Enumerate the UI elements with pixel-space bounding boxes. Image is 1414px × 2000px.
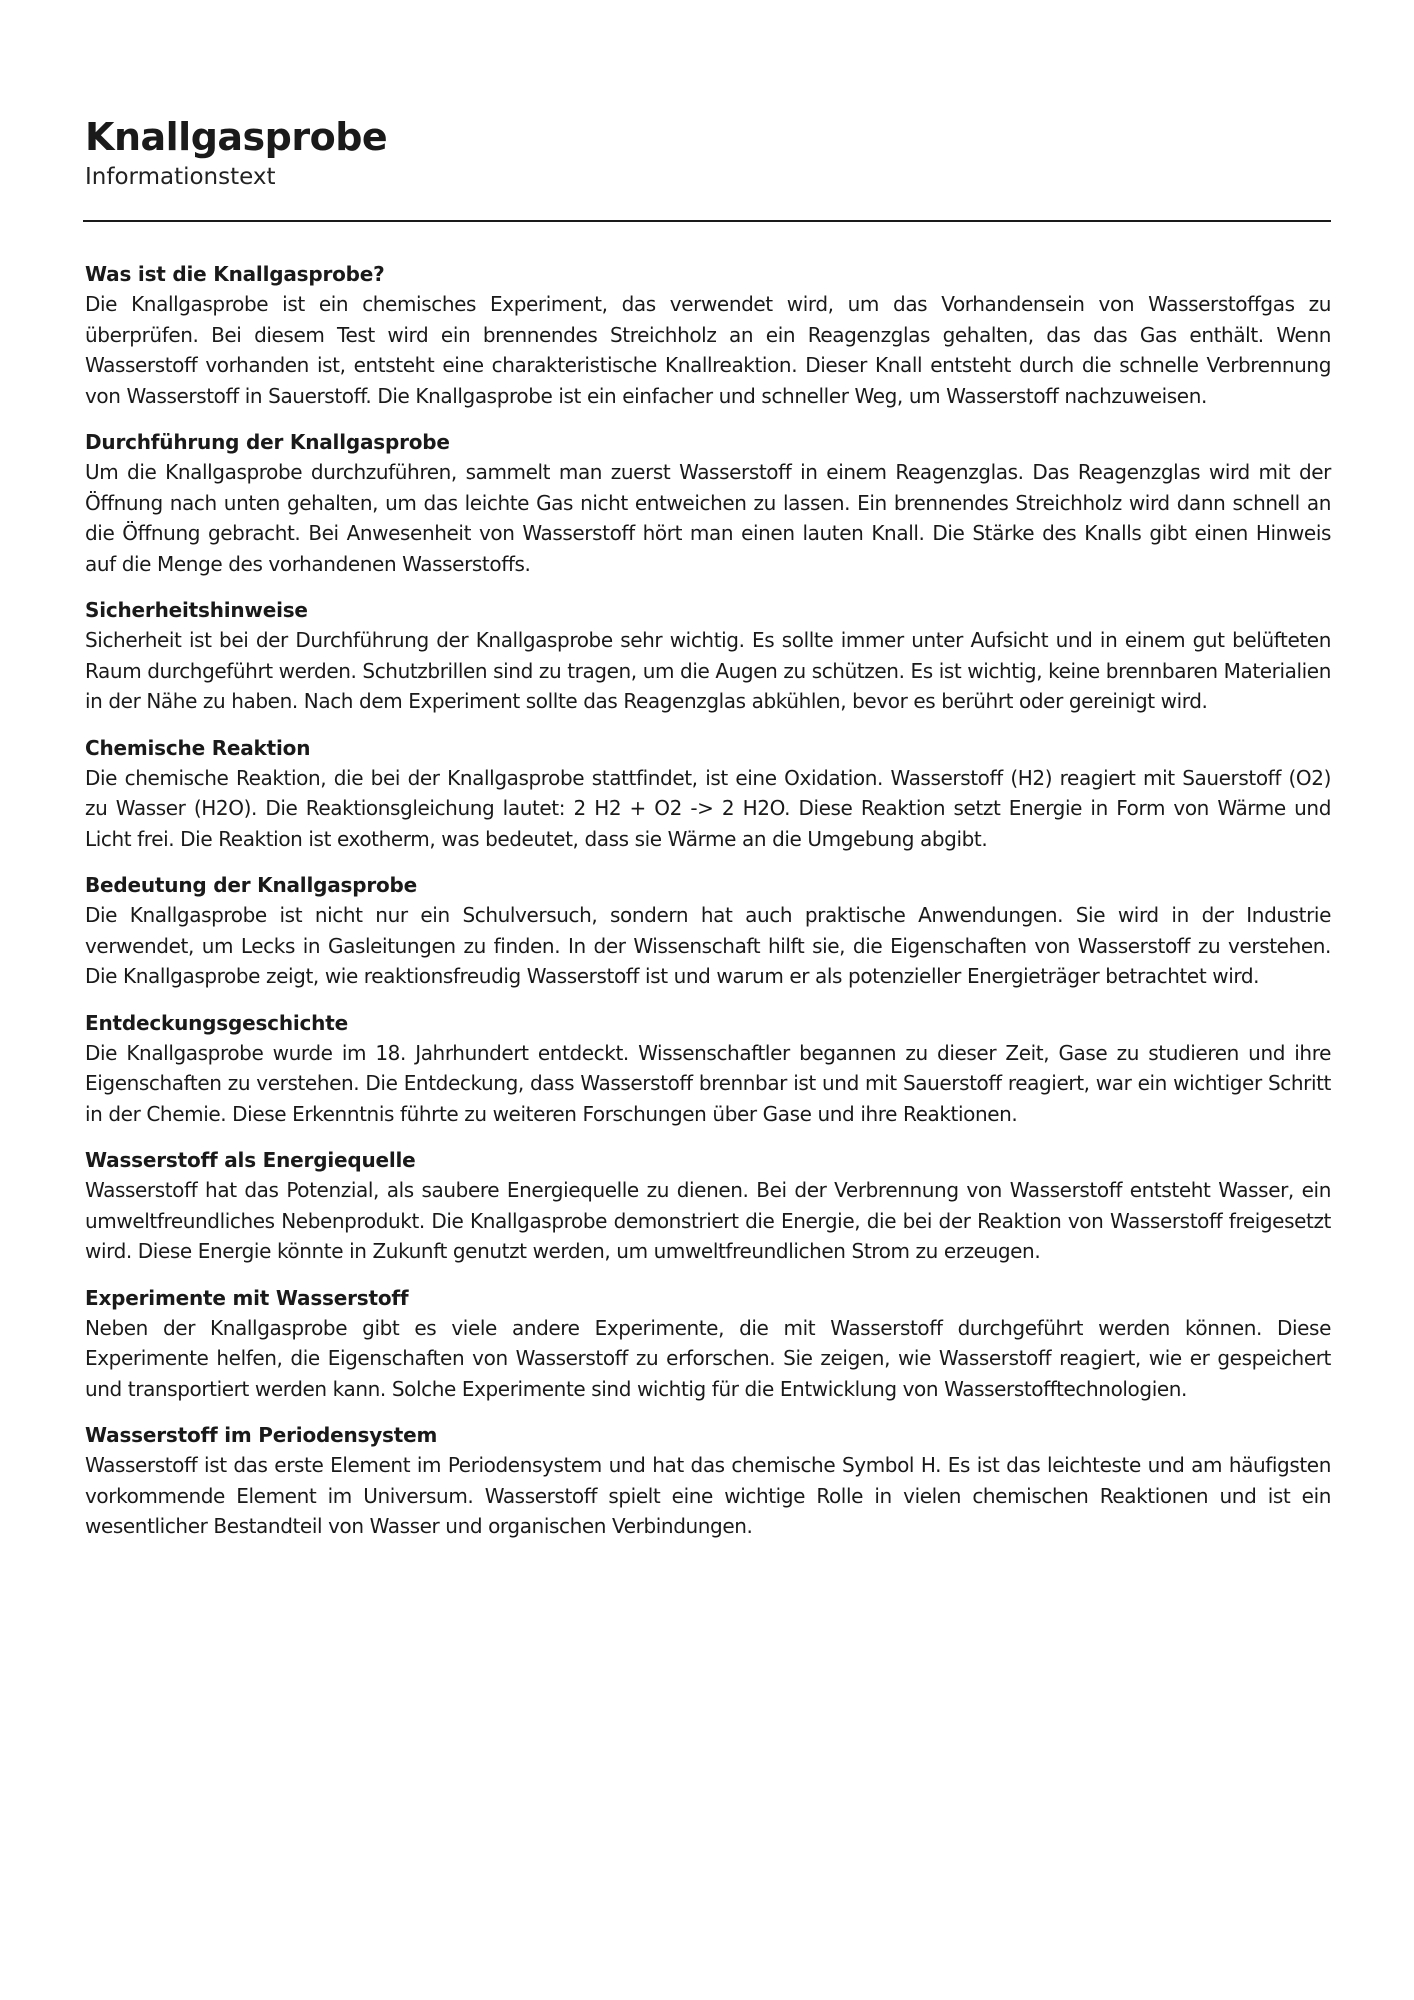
section-heading: Sicherheitshinweise [85, 598, 308, 622]
document-header [85, 112, 1331, 192]
header-divider [83, 220, 1331, 222]
document-title: Knallgasprobe [85, 115, 388, 159]
section-sicherheit [85, 595, 1331, 717]
section-paragraph: Die Knallgasprobe ist nicht nur ein Schulversuch, sondern hat auch praktische Anwendungen. Sie wird in der Industrie verwendet, um Lecks in Gasleitungen zu finden. In der Wissenschaft hilft sie, die Eigenschaften von Wasserstoff zu verstehen. Die Knallgasprobe zeigt, wie reaktionsfreudig Wasserstoff ist und warum er als potenzieller Energieträger betrachtet wird. [85, 903, 1331, 988]
section-durchfuehrung [85, 427, 1331, 579]
section-heading: Durchführung der Knallgasprobe [85, 430, 450, 454]
section-heading: Wasserstoff im Periodensystem [85, 1423, 438, 1447]
section-periodensystem [85, 1420, 1331, 1542]
section-paragraph: Die Knallgasprobe ist ein chemisches Experiment, das verwendet wird, um das Vorhandensein von Wasserstoffgas zu überprüfen. Bei diesem Test wird ein brennendes Streichholz an ein Reagenzglas gehalten, das das Gas enthält. Wenn Wasserstoff vorhanden ist, entsteht eine charakteristische Knallreaktion. Dieser Knall entsteht durch die schnelle Verbrennung von Wasserstoff in Sauerstoff. Die Knallgasprobe ist ein einfacher und schneller Weg, um Wasserstoff nachzuweisen. [85, 292, 1331, 408]
section-paragraph: Neben der Knallgasprobe gibt es viele andere Experimente, die mit Wasserstoff durchgeführt werden können. Diese Experimente helfen, die Eigenschaften von Wasserstoff zu erforschen. Sie zeigen, wie Wasserstoff reagiert, wie er gespeichert und transportiert werden kann. Solche Experimente sind wichtig für die Entwicklung von Wasserstofftechnologien. [85, 1315, 1331, 1401]
section-bedeutung [85, 870, 1331, 992]
section-heading: Chemische Reaktion [85, 735, 311, 760]
section-paragraph: Sicherheit ist bei der Durchführung der Knallgasprobe sehr wichtig. Es sollte immer unter Aufsicht und in einem gut belüfteten Raum durchgeführt werden. Schutzbrillen sind zu tragen, um die Augen zu schützen. Es ist wichtig, keine brennbaren Materialien in der Nähe zu haben. Nach dem Experiment sollte das Reagenzglas abkühlen, bevor es berührt oder gereinigt wird. [85, 628, 1331, 713]
section-heading: Wasserstoff als Energiequelle [85, 1148, 416, 1172]
section-paragraph: Wasserstoff ist das erste Element im Periodensystem und hat das chemische Symbol H. Es ist das leichteste und am häufigsten vorkommende Element im Universum. Wasserstoff spielt eine wichtige Rolle in vielen chemischen Reaktionen und ist ein wesentlicher Bestandteil von Wasser und organischen Verbindungen. [85, 1453, 1331, 1538]
section-heading: Entdeckungsgeschichte [85, 1010, 348, 1035]
section-entdeckung [85, 1008, 1331, 1130]
section-energiequelle [85, 1145, 1331, 1267]
section-paragraph: Wasserstoff hat das Potenzial, als saubere Energiequelle zu dienen. Bei der Verbrennung von Wasserstoff entsteht Wasser, ein umweltfreundliches Nebenprodukt. Die Knallgasprobe demonstriert die Energie, die bei der Reaktion von Wasserstoff freigesetzt wird. Diese Energie könnte in Zukunft genutzt werden, um umweltfreundlichen Strom zu erzeugen. [85, 1178, 1331, 1263]
section-heading: Experimente mit Wasserstoff [85, 1285, 409, 1310]
section-paragraph: Die chemische Reaktion, die bei der Knallgasprobe stattfindet, ist eine Oxidation. Wasserstoff (H2) reagiert mit Sauerstoff (O2) zu Wasser (H2O). Die Reaktionsgleichung lautet: 2 H2 + O2 -> 2 H2O. Diese Reaktion setzt Energie in Form von Wärme und Licht frei. Die Reaktion ist exotherm, was bedeutet, dass sie Wärme an die Umgebung abgibt. [85, 765, 1331, 851]
document-body [85, 259, 1331, 1558]
section-paragraph: Um die Knallgasprobe durchzuführen, sammelt man zuerst Wasserstoff in einem Reagenzglas. Das Reagenzglas wird mit der Öffnung nach unten gehalten, um das leichte Gas nicht entweichen zu lassen. Ein brennendes Streichholz wird dann schnell an die Öffnung gebracht. Bei Anwesenheit von Wasserstoff hört man einen lauten Knall. Die Stärke des Knalls gibt einen Hinweis auf die Menge des vorhandenen Wasserstoffs. [85, 460, 1331, 576]
section-heading: Was ist die Knallgasprobe? [85, 262, 385, 286]
section-was-ist [85, 259, 1331, 411]
section-chemische-reaktion [85, 733, 1331, 855]
section-experimente [85, 1283, 1331, 1405]
section-heading: Bedeutung der Knallgasprobe [85, 873, 418, 897]
section-paragraph: Die Knallgasprobe wurde im 18. Jahrhundert entdeckt. Wissenschaftler begannen zu dieser Zeit, Gase zu studieren und ihre Eigenschaften zu verstehen. Die Entdeckung, dass Wasserstoff brennbar ist und mit Sauerstoff reagiert, war ein wichtiger Schritt in der Chemie. Diese Erkenntnis führte zu weiteren Forschungen über Gase und ihre Reaktionen. [85, 1040, 1331, 1126]
document-subtitle: Informationstext [85, 164, 276, 190]
